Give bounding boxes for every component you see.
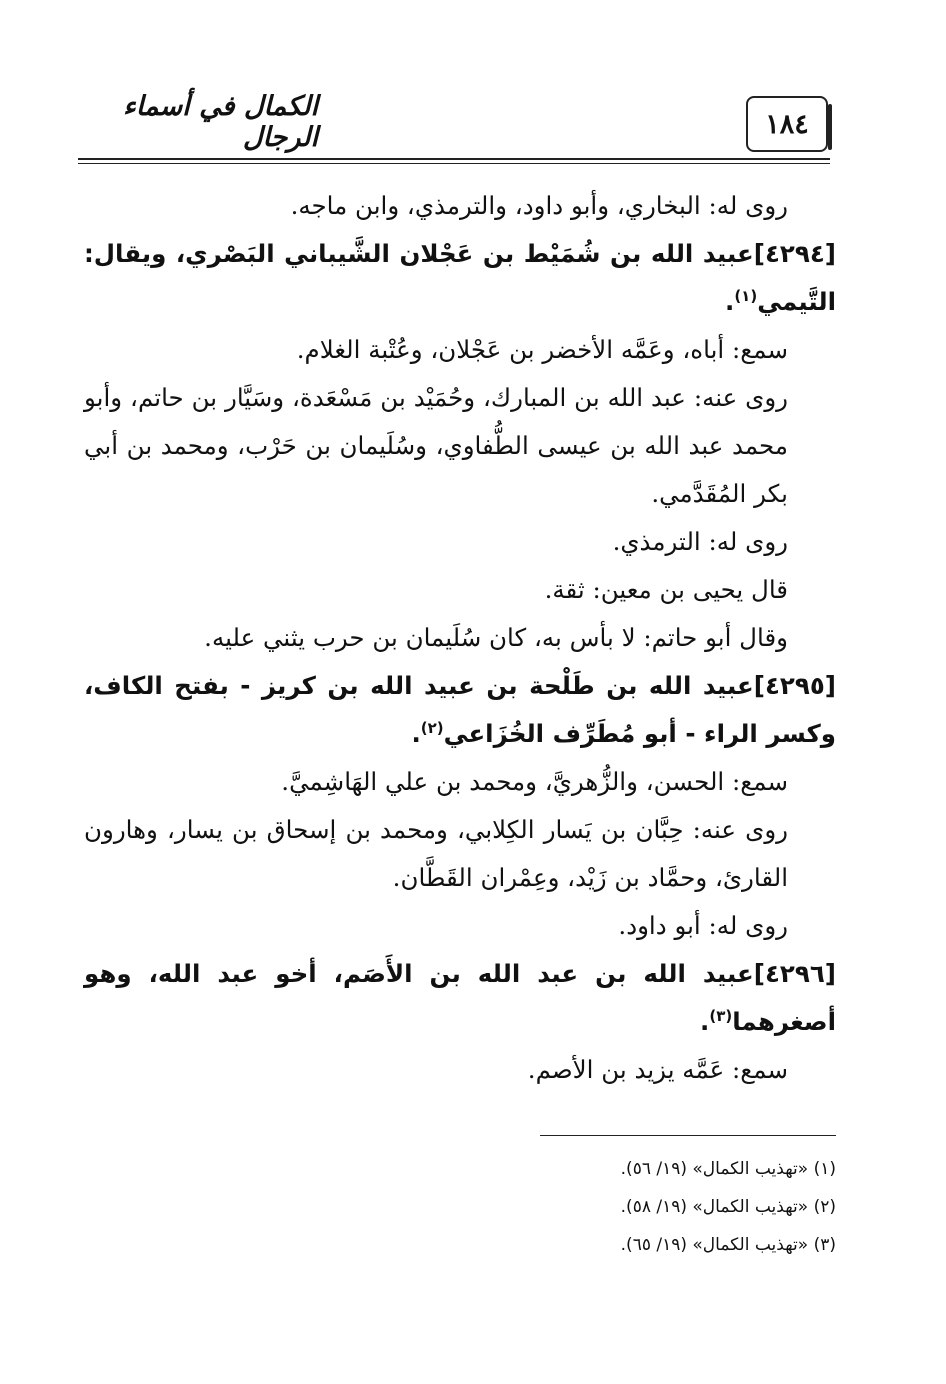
- entry-number: [٤٢٩٦]: [753, 959, 836, 988]
- header-rule-thin: [78, 163, 830, 164]
- footnote-2: (٢) «تهذيب الكمال» (١٩/ ٥٨).: [620, 1197, 836, 1217]
- entry-heading: عبيد الله بن شُمَيْط بن عَجْلان الشَّيباني البَصْري، ويقال: التَّيمي: [84, 239, 836, 316]
- entry-4294: [84, 230, 836, 326]
- footnote-ref: (٢): [420, 718, 444, 737]
- main-text: [84, 182, 836, 1094]
- header-rule: [78, 158, 830, 160]
- footnote-3: (٣) «تهذيب الكمال» (١٩/ ٦٥).: [620, 1235, 836, 1255]
- entry-end: .: [411, 719, 421, 748]
- page-number: [746, 96, 828, 152]
- footnote-ref: (١): [734, 286, 758, 305]
- page-number-text: ١٨٤: [765, 108, 809, 140]
- paragraph-riwaya: روى له: الترمذي.: [612, 527, 788, 556]
- footnote-ref: (٣): [709, 1006, 733, 1025]
- paragraph-riwaya-prev: روى له: البخاري، وأبو داود، والترمذي، وابن ماجه.: [290, 191, 788, 220]
- paragraph-narrators: روى عنه: عبد الله بن المبارك، وحُمَيْد بن مَسْعَدة، وسَيَّار بن حاتم، وأبو محمد عبد الله بن عيسى الطُّفاوي، وسُلَيمان بن حَرْب، ومحمد بن أبي بكر المُقَدَّمي.: [84, 383, 788, 508]
- paragraph-heard: سمع: عَمَّه يزيد بن الأصم.: [527, 1055, 788, 1084]
- entry-number: [٤٢٩٤]: [753, 239, 836, 268]
- paragraph-heard: سمع: أباه، وعَمَّه الأخضر بن عَجْلان، وعُتْبة الغلام.: [296, 335, 788, 364]
- footnotes: [84, 1150, 836, 1264]
- entry-end: .: [700, 1007, 710, 1036]
- entry-4295: [84, 662, 836, 758]
- entry-number: [٤٢٩٥]: [753, 671, 836, 700]
- paragraph-abu-hatim: وقال أبو حاتم: لا بأس به، كان سُلَيمان بن حرب يثني عليه.: [204, 623, 788, 652]
- paragraph-narrators: روى عنه: حِبَّان بن يَسار الكِلابي، ومحمد بن إسحاق بن يسار، وهارون القارئ، وحمَّاد بن زَيْد، وعِمْران القَطَّان.: [84, 815, 788, 892]
- running-title: الكمال في أسماء الرجال: [123, 91, 318, 153]
- footnote-separator: [540, 1135, 836, 1136]
- footnote-1: (١) «تهذيب الكمال» (١٩/ ٥٦).: [620, 1159, 836, 1179]
- entry-4296: [84, 950, 836, 1046]
- entry-heading: عبيد الله بن طَلْحة بن عبيد الله بن كريز - بفتح الكاف، وكسر الراء - أبو مُطَرِّف الخُزَاعي: [84, 671, 836, 748]
- paragraph-heard: سمع: الحسن، والزُّهريَّ، ومحمد بن علي الهَاشِميَّ.: [281, 767, 788, 796]
- paragraph-riwaya: روى له: أبو داود.: [618, 911, 788, 940]
- paragraph-yahya: قال يحيى بن معين: ثقة.: [544, 575, 788, 604]
- entry-end: .: [725, 287, 735, 316]
- entry-heading: عبيد الله بن عبد الله بن الأَصَم، أخو عبد الله، وهو أصغرهما: [84, 959, 836, 1036]
